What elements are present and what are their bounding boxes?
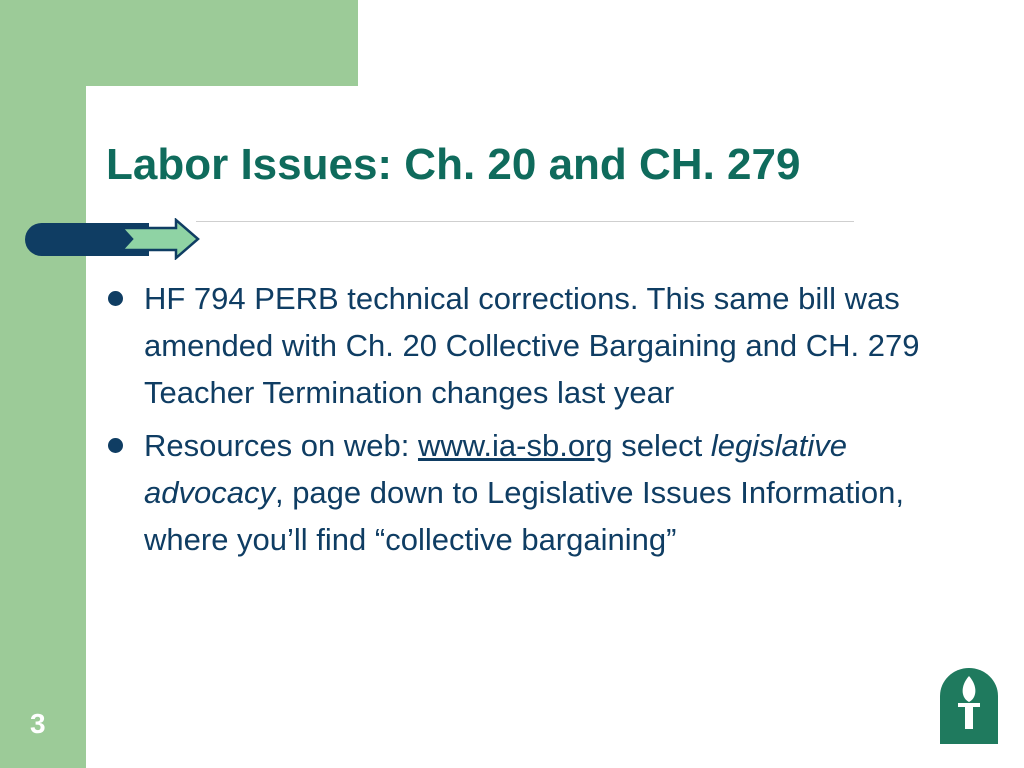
bullet-after-link: select	[612, 428, 711, 463]
title-divider	[196, 221, 854, 222]
bullet-list	[104, 275, 924, 569]
bullet-suffix: , page down to Legislative Issues Information, where you’ll find “collective bargaining”	[144, 475, 904, 557]
slide-title: Labor Issues: Ch. 20 and CH. 279	[106, 140, 801, 189]
bullet-dot-icon	[108, 438, 123, 453]
top-green-panel	[86, 0, 358, 86]
left-green-panel	[0, 0, 86, 768]
bullet-italic: legislative advocacy	[144, 428, 848, 510]
bullet-dot-icon	[108, 291, 123, 306]
torch-logo-icon	[940, 668, 998, 744]
right-arrow-icon	[118, 218, 200, 260]
bullet-item	[104, 275, 924, 416]
website-link[interactable]: www.ia-sb.org	[417, 428, 613, 463]
bullet-item	[104, 422, 924, 563]
page-number: 3	[30, 708, 46, 739]
bullet-prefix: Resources on web:	[144, 428, 418, 463]
bullet-text: HF 794 PERB technical corrections. This same bill was amended with Ch. 20 Collective Bargaining and CH. 279 Teacher Termination changes last year	[144, 281, 920, 410]
